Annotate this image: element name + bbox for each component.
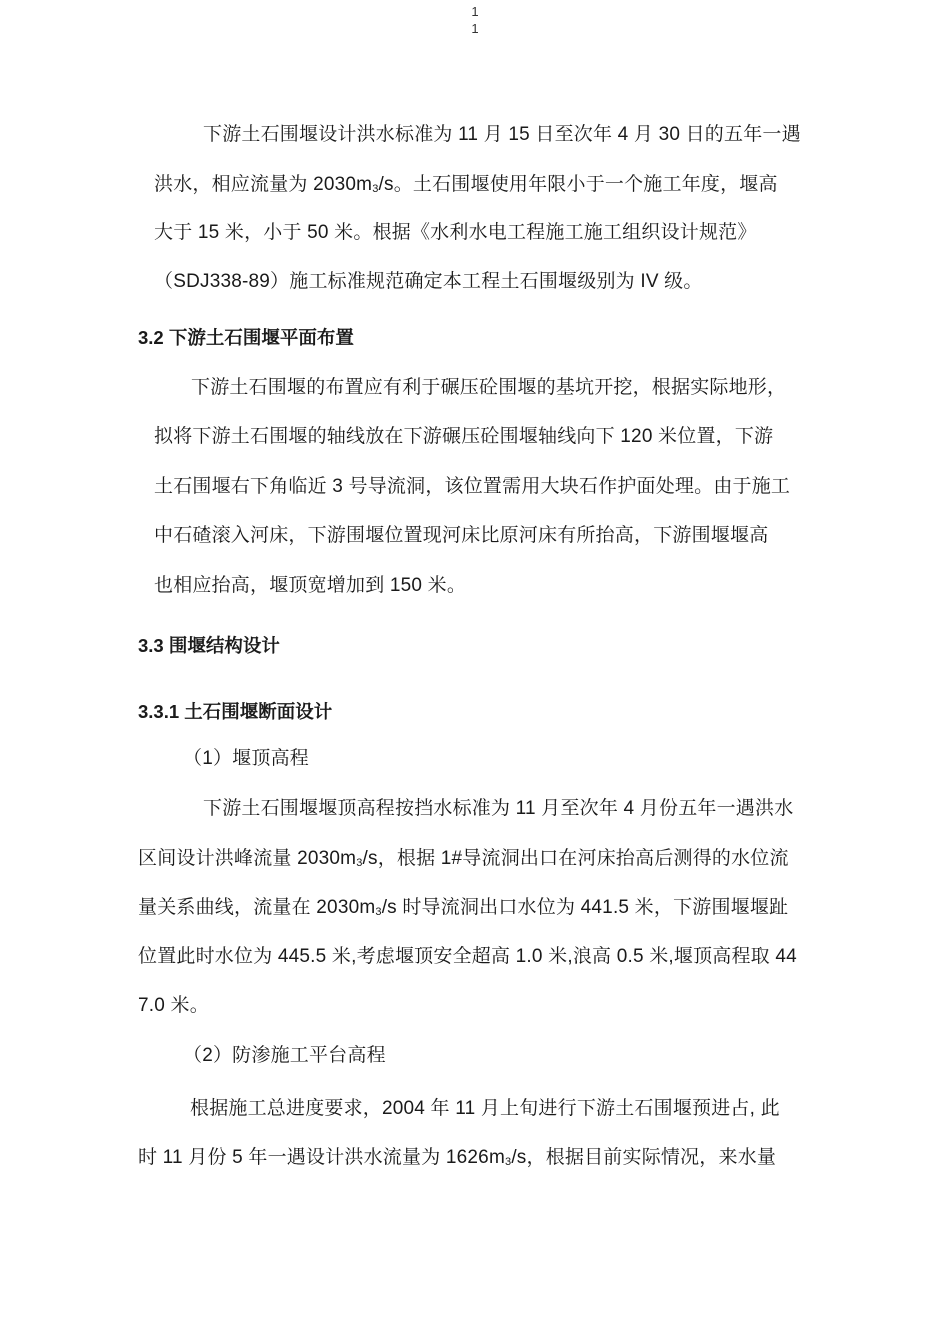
text-line: 时 11 月份 5 年一遇设计洪水流量为 $1626m_3/s$，根据目前实际情况，来水量 — [138, 1147, 777, 1168]
text-line: 拟将下游土石围堰的轴线放在下游碾压砼围堰轴线向下 120 米位置，下游 — [154, 426, 774, 447]
text-line: 下游土石围堰的布置应有利于碾压砼围堰的基坑开挖，根据实际地形， — [191, 377, 787, 398]
text-line: 位置此时水位为 445.5 米,考虑堰顶安全超高 1.0 米,浪高 0.5 米,堰顶高程取 44 — [138, 946, 797, 967]
text-line: （SDJ338-89）施工标准规范确定本工程土石围堰级别为 IV 级。 — [154, 271, 703, 292]
text-line: 中石碴滚入河床，下游围堰位置现河床比原河床有所抬高，下游围堰堰高 — [154, 525, 769, 546]
text-line: 大于 15 米，小于 50 米。根据《水利水电工程施工施工组织设计规范》 — [154, 222, 757, 243]
subsection-crest-elevation: （1）堰顶高程 — [183, 748, 309, 769]
text-line: 土石围堰右下角临近 3 号导流洞，该位置需用大块石作护面处理。由于施工 — [154, 476, 791, 497]
page-number-top: 1 — [471, 4, 479, 19]
text-line: 洪水，相应流量为 $2030m_3/s$。土石围堰使用年限小于一个施工年度，堰高 — [154, 174, 778, 195]
text-line: 量关系曲线，流量在 $2030m_3/s$ 时导流洞出口水位为 441.5 米，下游围堰堰趾 — [138, 897, 789, 918]
text-line: 7.0 米。 — [138, 995, 209, 1016]
text-line: 区间设计洪峰流量 $2030m_3/s$，根据 1#导流洞出口在河床抬高后测得的水位流 — [138, 848, 789, 869]
text-line: 下游土石围堰堰顶高程按挡水标准为 11 月至次年 4 月份五年一遇洪水 — [203, 798, 794, 819]
text-line: 也相应抬高，堰顶宽增加到 150 米。 — [154, 575, 467, 596]
text-line: 根据施工总进度要求，2004 年 11 月上旬进行下游土石围堰预进占, 此 — [190, 1098, 780, 1119]
text-line: 下游土石围堰设计洪水标准为 11 月 15 日至次年 4 月 30 日的五年一遇 — [203, 124, 801, 145]
section-heading-3-3: 3.3 围堰结构设计 — [138, 635, 280, 656]
page-number-bottom: 1 — [471, 21, 479, 36]
subsection-seepage-platform: （2）防渗施工平台高程 — [183, 1045, 386, 1066]
section-heading-3-2: 3.2 下游土石围堰平面布置 — [138, 327, 354, 348]
section-heading-3-3-1: 3.3.1 土石围堰断面设计 — [138, 701, 333, 722]
